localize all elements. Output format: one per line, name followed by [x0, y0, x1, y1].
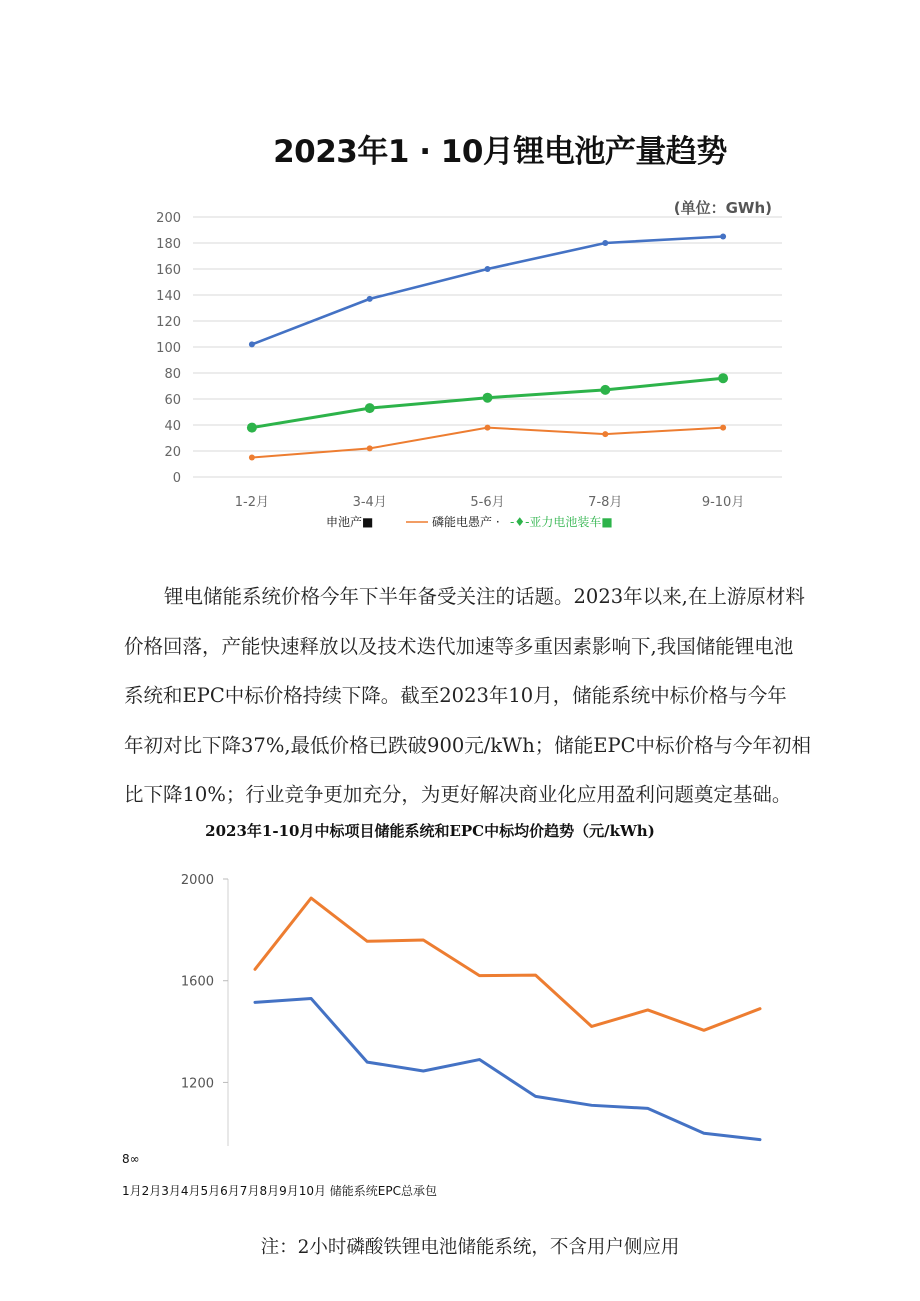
- data-point: [367, 445, 373, 451]
- x-tick-label: 3-4月: [352, 495, 387, 510]
- x-tick-label: 5-6月: [470, 495, 505, 510]
- data-point: [249, 455, 255, 461]
- legend-label: 申池产■: [326, 515, 374, 529]
- series-line-3: [252, 378, 723, 427]
- storage-price-chart: [160, 864, 780, 1154]
- data-point: [602, 240, 608, 246]
- data-point: [718, 373, 728, 383]
- x-tick-label: 7-8月: [588, 495, 623, 510]
- data-point: [720, 425, 726, 431]
- data-point: [365, 403, 375, 413]
- chart2-title: 2023年1-10月中标项目储能系统和EPC中标均价趋势（元/kWh): [205, 822, 655, 840]
- x-tick-label: 9-10月: [701, 495, 745, 510]
- data-point: [602, 431, 608, 437]
- legend-label: 磷能电愚产 ·: [432, 515, 500, 529]
- x-tick-label: 1-2月: [234, 495, 270, 510]
- series-line-1: [255, 999, 760, 1140]
- paragraph-line: 年初对比下降37%,最低价格已跌破900元/kWh；储能EPC中标价格与今年初相: [124, 733, 812, 757]
- data-point: [485, 425, 491, 431]
- y-tick-label: 20: [164, 445, 181, 460]
- y-tick-label: 160: [156, 263, 181, 278]
- series-line-1: [252, 237, 723, 345]
- data-point: [600, 385, 610, 395]
- y-tick-label: 80: [164, 367, 181, 382]
- series-line-2: [255, 898, 760, 1030]
- data-point: [483, 393, 493, 403]
- data-point: [249, 341, 255, 347]
- legend-label: -♦-亚力电池装车■: [510, 515, 613, 529]
- footnote: 注：2小时磷酸铁锂电池储能系统，不含用户侧应用: [260, 1237, 680, 1258]
- paragraph-line: 锂电储能系统价格今年下半年备受关注的话题。2023年以来,在上游原材料: [164, 585, 805, 608]
- y-tick-label: 200: [156, 211, 181, 226]
- y-tick-label: 60: [164, 393, 181, 408]
- body-paragraph: [124, 572, 824, 820]
- y-tick-label: 180: [156, 237, 181, 252]
- x-axis-legend-line: 1月2月3月4月5月6月7月8月9月10月 储能系统EPC总承包: [122, 1184, 437, 1198]
- data-point: [720, 234, 726, 240]
- unit-label: (单位：GWh): [673, 199, 772, 217]
- data-point: [247, 423, 257, 433]
- paragraph-line: 系统和EPC中标价格持续下降。截至2023年10月，储能系统中标价格与今年: [124, 684, 787, 707]
- data-point: [485, 266, 491, 272]
- chart1-title: 2023年1 · 10月锂电池产量趋势: [273, 134, 727, 170]
- axis-stub-label: 8∞: [122, 1152, 140, 1166]
- y-tick-label: 2000: [180, 873, 214, 888]
- y-tick-label: 1200: [180, 1076, 214, 1092]
- series-line-2: [252, 428, 723, 458]
- y-tick-label: 120: [156, 315, 181, 330]
- paragraph-line: 价格回落，产能快速释放以及技术迭代加速等多重因素影响下,我国储能锂电池: [124, 634, 794, 658]
- lithium-production-chart: [140, 195, 800, 540]
- data-point: [367, 296, 373, 302]
- y-tick-label: 140: [156, 289, 181, 304]
- paragraph-line: 比下降10%；行业竞争更加充分，为更好解决商业化应用盈利问题奠定基础。: [124, 783, 792, 806]
- y-tick-label: 100: [156, 341, 181, 356]
- y-tick-label: 0: [172, 471, 181, 486]
- y-tick-label: 1600: [180, 974, 214, 990]
- y-tick-label: 40: [164, 419, 181, 434]
